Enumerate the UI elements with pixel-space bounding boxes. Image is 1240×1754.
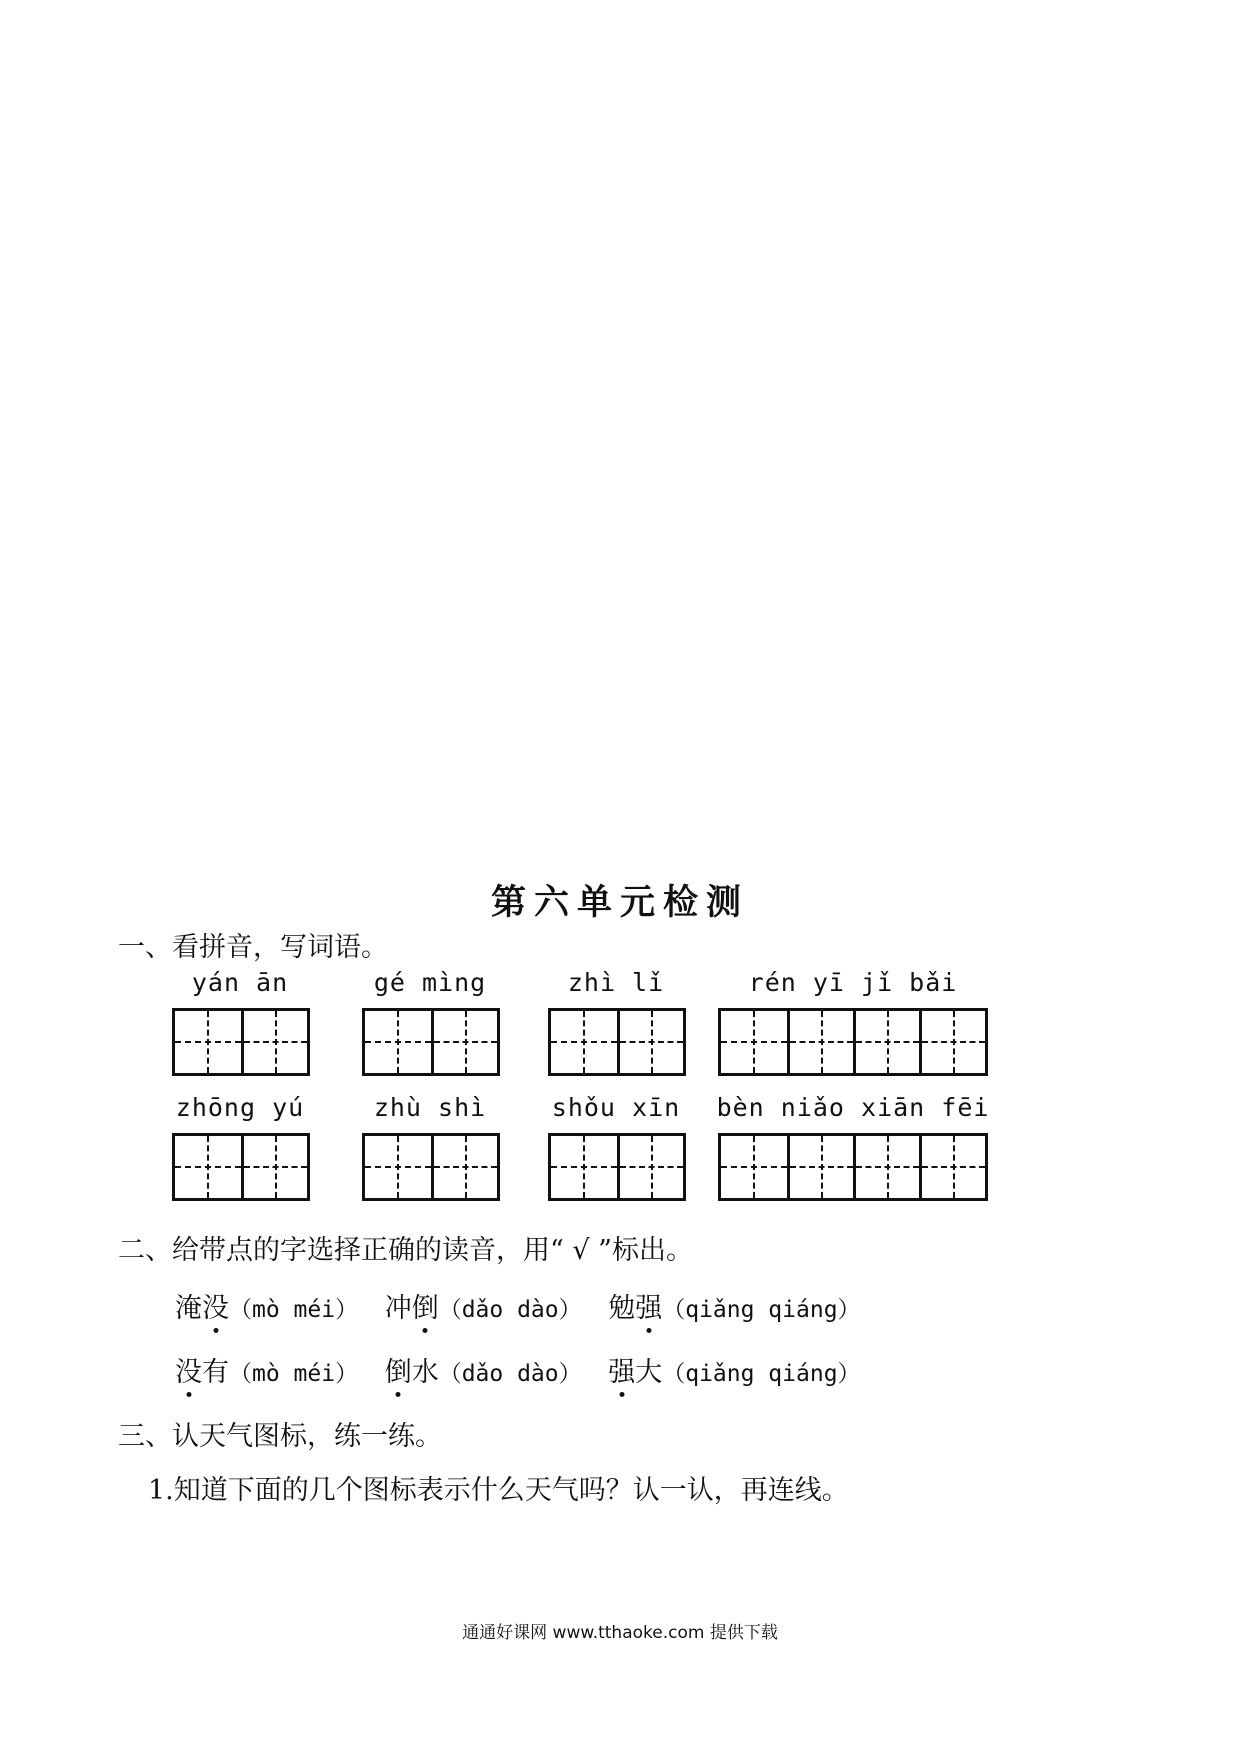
dotted-char: 强	[608, 1350, 635, 1389]
phrase-item	[385, 1350, 582, 1389]
pinyin-label: gé mìng	[373, 968, 487, 997]
dotted-char: 倒	[412, 1286, 439, 1325]
phrase-char: 勉	[608, 1293, 636, 1324]
phrase-char: 淹	[175, 1293, 202, 1324]
writing-cell[interactable]	[551, 1136, 617, 1198]
dotted-char: 没	[202, 1286, 229, 1325]
section-1-heading: 一、看拼音，写词语。	[118, 932, 388, 963]
pinyin-label: rén yī jǐ bǎi	[748, 968, 958, 997]
writing-cell[interactable]	[787, 1136, 853, 1198]
writing-cell[interactable]	[241, 1136, 307, 1198]
writing-cell[interactable]	[551, 1011, 617, 1073]
writing-cell[interactable]	[241, 1011, 307, 1073]
writing-cell[interactable]	[853, 1011, 919, 1073]
writing-grid[interactable]	[362, 1008, 500, 1076]
phrase-char: 冲	[384, 1293, 412, 1324]
writing-grid[interactable]	[718, 1008, 988, 1076]
pronunciation-options[interactable]: （dǎo dào）	[438, 1297, 582, 1323]
page-title: 第六单元检测	[490, 883, 749, 923]
pronunciation-options[interactable]: （mò méi）	[229, 1297, 359, 1323]
dotted-char: 倒	[385, 1350, 412, 1389]
writing-cell[interactable]	[787, 1011, 853, 1073]
pinyin-label: bèn niǎo xiān fēi	[716, 1093, 990, 1122]
dotted-char: 没	[175, 1350, 202, 1389]
writing-cell[interactable]	[175, 1011, 241, 1073]
pinyin-label: shǒu xīn	[551, 1093, 681, 1122]
phrase-item	[175, 1286, 358, 1325]
pinyin-label: zhù shì	[373, 1093, 487, 1122]
section-2-heading: 二、给带点的字选择正确的读音，用“ √ ”标出。	[118, 1235, 693, 1266]
pinyin-label: yán ān	[191, 968, 289, 997]
pronunciation-options[interactable]: （qiǎng qiáng）	[662, 1297, 861, 1323]
writing-cell[interactable]	[365, 1136, 431, 1198]
writing-grid[interactable]	[548, 1008, 686, 1076]
section-3-item-1: 1.知道下面的几个图标表示什么天气吗？认一认，再连线。	[148, 1475, 849, 1506]
writing-cell[interactable]	[919, 1136, 985, 1198]
writing-grid[interactable]	[172, 1008, 310, 1076]
writing-cell[interactable]	[617, 1011, 683, 1073]
writing-cell[interactable]	[853, 1136, 919, 1198]
phrase-item	[608, 1350, 860, 1389]
pronunciation-options[interactable]: （dǎo dào）	[438, 1361, 582, 1387]
phrase-char: 水	[411, 1357, 439, 1388]
writing-grid[interactable]	[548, 1133, 686, 1201]
phrase-row	[175, 1286, 879, 1325]
writing-cell[interactable]	[431, 1011, 497, 1073]
writing-cell[interactable]	[919, 1011, 985, 1073]
writing-grid[interactable]	[718, 1133, 988, 1201]
writing-cell[interactable]	[721, 1136, 787, 1198]
phrase-char: 大	[635, 1357, 663, 1388]
dotted-char: 强	[635, 1286, 662, 1325]
phrase-char: 有	[202, 1357, 229, 1388]
writing-grid[interactable]	[172, 1133, 310, 1201]
phrase-item	[175, 1350, 358, 1389]
phrase-row	[175, 1350, 879, 1389]
writing-cell[interactable]	[721, 1011, 787, 1073]
footer-text: 通通好课网 www.tthaoke.com 提供下载	[462, 1623, 778, 1643]
writing-grid[interactable]	[362, 1133, 500, 1201]
pronunciation-options[interactable]: （mò méi）	[229, 1361, 359, 1387]
pinyin-label: zhì lǐ	[567, 968, 665, 997]
phrase-item	[385, 1286, 582, 1325]
writing-cell[interactable]	[175, 1136, 241, 1198]
section-3-heading: 三、认天气图标，练一练。	[118, 1421, 442, 1452]
writing-cell[interactable]	[365, 1011, 431, 1073]
writing-cell[interactable]	[431, 1136, 497, 1198]
pronunciation-options[interactable]: （qiǎng qiáng）	[662, 1361, 861, 1387]
pinyin-label: zhōng yú	[175, 1093, 305, 1122]
writing-cell[interactable]	[617, 1136, 683, 1198]
phrase-item	[608, 1286, 860, 1325]
